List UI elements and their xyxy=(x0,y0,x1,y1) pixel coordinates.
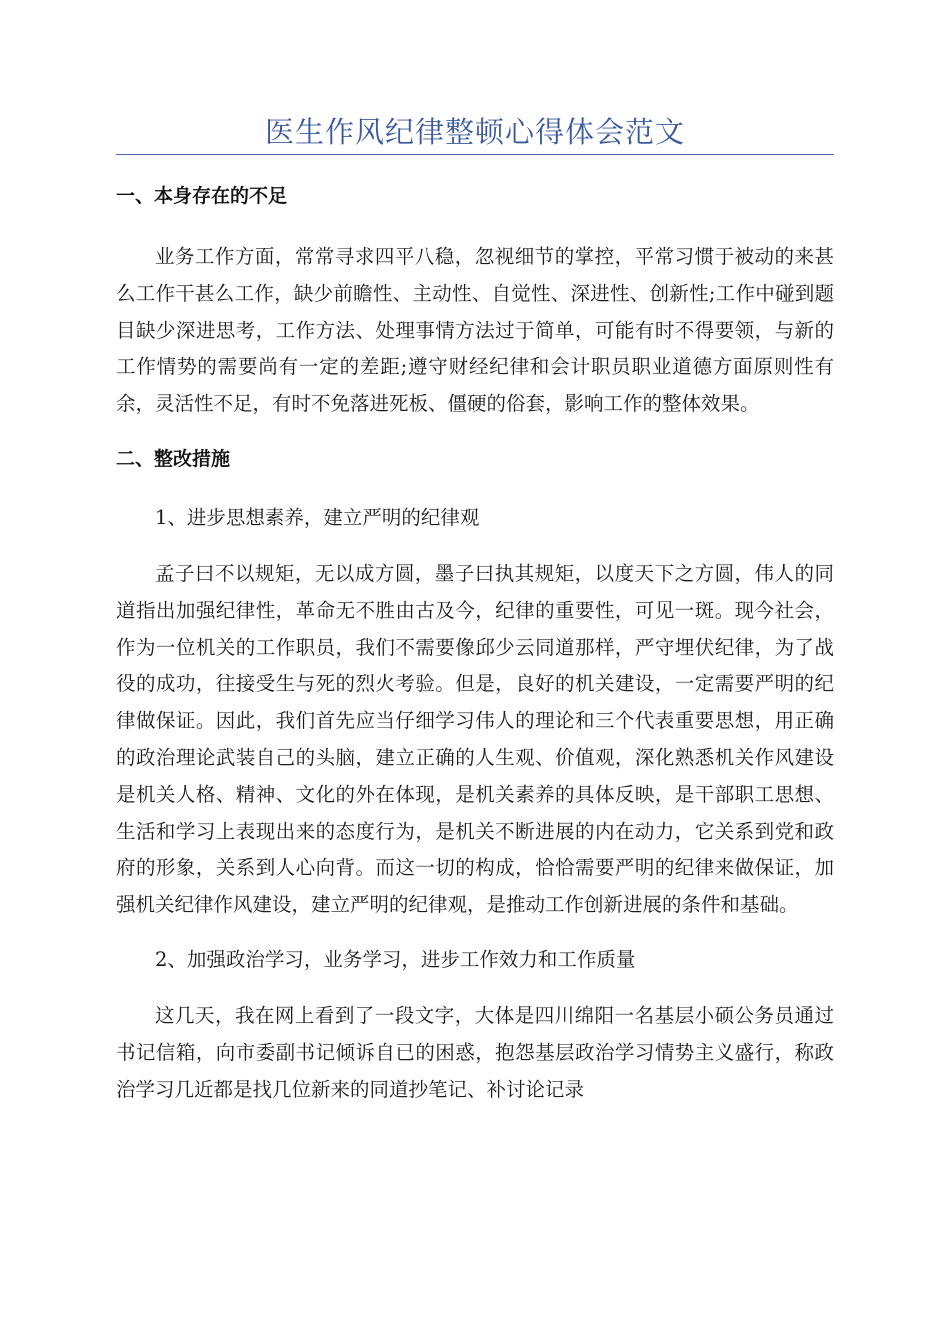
paragraph-measure-2: 这几天，我在网上看到了一段文字，大体是四川绵阳一名基层小硕公务员通过书记信箱，向市委副书记倾诉自已的困惑，抱怨基层政治学习情势主义盛行，称政治学习几近都是找几位新来的同道抄笔记、补讨论记录 xyxy=(116,1003,834,1101)
paragraph-shortcomings: 业务工作方面，常常寻求四平八稳，忽视细节的掌控，平常习惯于被动的来甚么工作干甚么工作，缺少前瞻性、主动性、自觉性、深进性、创新性;工作中碰到题目缺少深进思考，工作方法、处理事情方法过于简单，可能有时不得要领，与新的工作情势的需要尚有一定的差距;遵守财经纪律和会计职员职业道德方面原则性有余，灵活性不足，有时不免落进死板、僵硬的俗套，影响工作的整体效果。 xyxy=(116,245,834,416)
paragraph-measure-1: 孟子曰不以规矩，无以成方圆，墨子曰执其规矩，以度天下之方圆，伟人的同道指出加强纪律性，革命无不胜由古及今，纪律的重要性，可见一斑。现今社会，作为一位机关的工作职员，我们不需要像邱少云同道那样，严守埋伏纪律，为了战役的成功，往接受生与死的烈火考验。但是，良好的机关建设，一定需要严明的纪律做保证。因此，我们首先应当仔细学习伟人的理论和三个代表重要思想，用正确的政治理论武装自己的头脑，建立正确的人生观、价值观，深化熟悉机关作风建设是机关人格、精神、文化的外在体现，是机关素养的具体反映，是干部职工思想、生活和学习上表现出来的态度行为，是机关不断进展的内在动力，它关系到党和政府的形象，关系到人心向背。而这一切的构成，恰恰需要严明的纪律来做保证，加强机关纪律作风建设，建立严明的纪律观，是推动工作创新进展的条件和基础。 xyxy=(116,561,834,917)
document-title: 医生作风纪律整顿心得体会范文 xyxy=(264,115,685,149)
title-underline xyxy=(116,154,834,155)
measure-1-title: 1、进步思想素养，建立严明的纪律观 xyxy=(155,505,480,529)
document-body xyxy=(116,180,834,1128)
section-heading-measures: 二、整改措施 xyxy=(116,447,231,470)
measure-2-title: 2、加强政治学习，业务学习，进步工作效力和工作质量 xyxy=(155,947,636,971)
section-heading-shortcomings: 一、本身存在的不足 xyxy=(116,185,288,207)
